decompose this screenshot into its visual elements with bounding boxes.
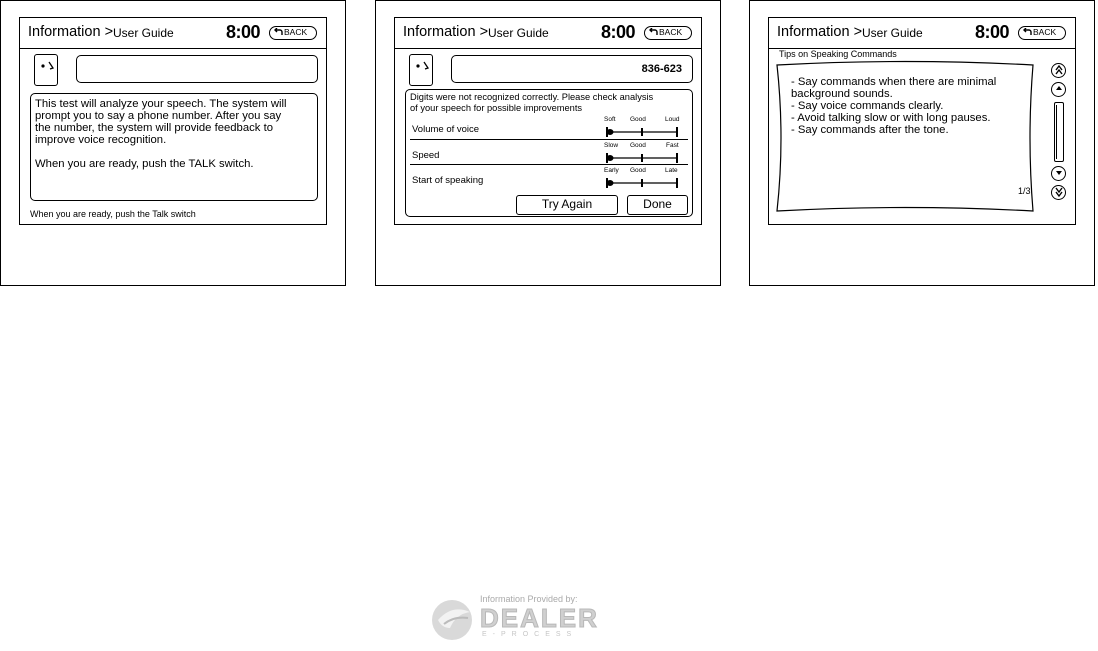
tip-item: background sounds. [791, 88, 893, 100]
tips-heading: Tips on Speaking Commands [779, 49, 897, 59]
instruction-text: When you are ready, push the TALK switch. [35, 158, 254, 170]
clock: 8:00 [601, 22, 636, 42]
tip-item: - Avoid talking slow or with long pauses. [791, 112, 991, 124]
scroll-down-button[interactable] [1051, 166, 1066, 181]
logo-subtext: E-PROCESS [482, 631, 578, 638]
screen-intro [19, 17, 327, 225]
start-scale [604, 167, 682, 193]
message-text: This test will analyze your speech. The system will prompt you to say a phone number. After you say the number, the system will provide feedback to improve voice recognition. When you are ready, push the TALK switch. [35, 98, 287, 170]
level-marker [607, 155, 614, 161]
header [769, 18, 1075, 48]
back-arrow-icon [1022, 28, 1033, 37]
scrollbar-thumb[interactable] [1056, 105, 1063, 159]
voice-face-icon [409, 54, 433, 86]
double-up-arrow-icon [1053, 64, 1065, 76]
scale-label-late: Late [665, 167, 678, 174]
scale-label-good: Good [630, 167, 646, 174]
title-information: Information > [403, 24, 489, 40]
header-divider [20, 48, 326, 49]
scrollbar-track[interactable] [1054, 102, 1064, 162]
screen-analysis [394, 17, 702, 225]
double-down-arrow-icon [1053, 186, 1065, 198]
figure-frame-1 [0, 0, 346, 286]
back-button[interactable] [269, 26, 317, 40]
row-divider [410, 164, 688, 165]
back-label: BACK [1033, 27, 1057, 37]
up-arrow-icon [1053, 83, 1065, 95]
scroll-top-button[interactable] [1051, 63, 1066, 78]
back-button[interactable] [1018, 26, 1066, 40]
scale-label-fast: Fast [666, 142, 679, 149]
title-user-guide: User Guide [488, 26, 549, 40]
message-box [30, 93, 318, 201]
scale-label-loud: Loud [665, 116, 680, 123]
scroll-bottom-button[interactable] [1051, 185, 1066, 200]
clock: 8:00 [975, 22, 1010, 42]
back-arrow-icon [648, 28, 659, 37]
start-scale-bar [604, 167, 682, 193]
row-label-speed: Speed [412, 150, 440, 161]
back-arrow-icon [273, 28, 284, 37]
dealer-logo-emblem-icon [430, 594, 478, 644]
analysis-box [405, 89, 693, 217]
voice-face-icon [34, 54, 58, 86]
provided-by-text: Information Provided by: [480, 594, 578, 604]
header-divider [395, 48, 701, 49]
scale-label-good: Good [630, 142, 646, 149]
clock: 8:00 [226, 22, 261, 42]
analysis-message: Digits were not recognized correctly. Please check analysis of your speech for possible improvements [410, 92, 654, 113]
scale-label-early: Early [604, 167, 619, 174]
figure-frame-2 [375, 0, 721, 286]
level-marker [607, 129, 614, 135]
row-divider [410, 139, 688, 140]
logo-word: DEALER [480, 603, 599, 633]
page-indicator: 1/3 [1018, 186, 1031, 196]
tip-item: - Say commands when there are minimal [791, 76, 997, 88]
done-button[interactable]: Done [627, 195, 688, 215]
row-label-volume: Volume of voice [412, 124, 480, 135]
back-label: BACK [284, 27, 308, 37]
tip-item: - Say commands after the tone. [791, 124, 949, 136]
title-information: Information > [777, 24, 863, 40]
title-information: Information > [28, 24, 114, 40]
scale-label-soft: Soft [604, 116, 616, 123]
header [20, 18, 326, 48]
recognized-number: 836-623 [641, 63, 682, 75]
status-bar-text: When you are ready, push the Talk switch [30, 209, 196, 219]
figure-frame-3 [749, 0, 1095, 286]
scale-label-slow: Slow [604, 142, 619, 149]
row-label-start: Start of speaking [412, 175, 484, 186]
title-user-guide: User Guide [113, 26, 174, 40]
level-marker [607, 180, 614, 186]
dealer-e-process-logo [430, 594, 630, 644]
header [395, 18, 701, 48]
screen-tips [768, 17, 1076, 225]
number-display-field [76, 55, 318, 83]
back-label: BACK [659, 27, 683, 37]
scroll-up-button[interactable] [1051, 82, 1066, 97]
tips-list [791, 76, 996, 136]
number-display-field [451, 55, 693, 83]
scale-label-good: Good [630, 116, 646, 123]
tip-item: - Say voice commands clearly. [791, 100, 944, 112]
try-again-button[interactable]: Try Again [516, 195, 618, 215]
back-button[interactable] [644, 26, 692, 40]
title-user-guide: User Guide [862, 26, 923, 40]
down-arrow-icon [1053, 167, 1065, 179]
